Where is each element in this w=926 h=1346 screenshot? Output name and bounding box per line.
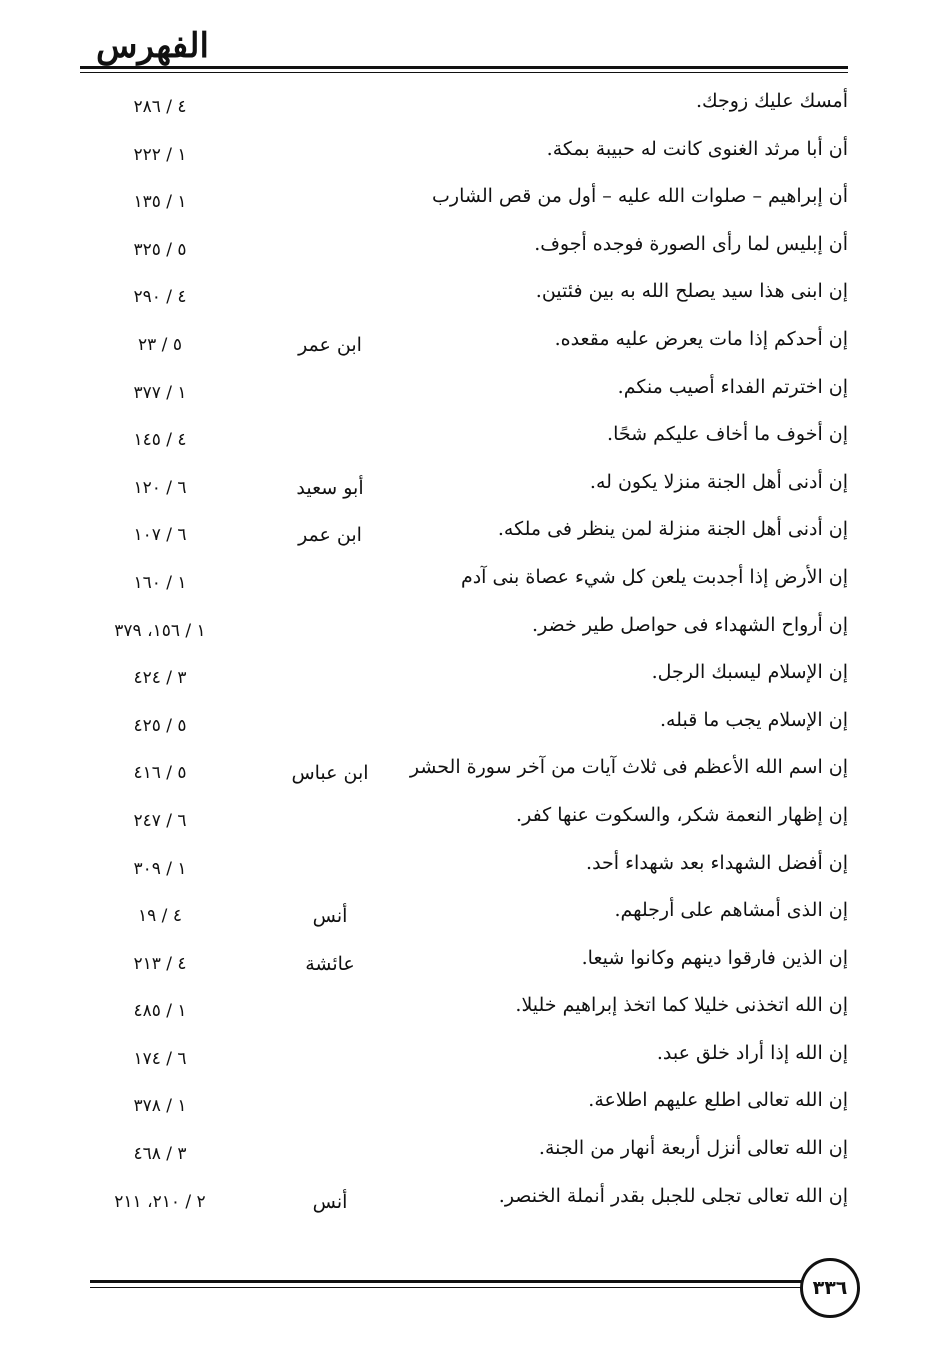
entry-reference: ٦ / ١٧٤ — [133, 1048, 187, 1069]
entry-narrator: أنس — [312, 1190, 348, 1213]
list-item — [80, 840, 848, 888]
list-item — [80, 935, 848, 983]
entry-reference: ٣ / ٤٦٨ — [133, 1144, 187, 1165]
entry-reference: ٤ / ٢٨٦ — [133, 97, 187, 117]
entry-narrator: عائشة — [305, 952, 355, 975]
entry-text: أن إبليس لما رأى الصورة فوجده أجوف. — [534, 232, 848, 255]
entry-reference: ١ / ٢٢٢ — [133, 144, 187, 165]
index-list — [80, 78, 848, 1220]
entry-reference: ٥ / ٤١٦ — [133, 763, 187, 784]
entry-text: إن أدنى أهل الجنة منزلة لمن ينظر فى ملكه. — [497, 518, 848, 541]
entry-text: إن أرواح الشهداء فى حواصل طير خضر. — [532, 613, 848, 636]
entry-reference: ٦ / ١٠٧ — [133, 525, 187, 546]
entry-narrator: أنس — [312, 905, 348, 928]
entry-text: إن الإسلام يجب ما قبله. — [659, 708, 848, 731]
entry-reference: ٤ / ٢١٣ — [133, 953, 187, 974]
entry-text: إن ابنى هذا سيد يصلح الله به بين فئتين. — [535, 280, 848, 303]
entry-reference: ١ / ٣٧٧ — [133, 382, 187, 403]
entry-narrator: ابن عمر — [298, 333, 362, 356]
entry-reference: ١ / ١٦٠ — [133, 572, 187, 593]
entry-text: أن إبراهيم – صلوات الله عليه – أول من قص الشارب — [432, 185, 848, 208]
entry-reference: ١ / ٤٨٥ — [133, 1001, 187, 1022]
entry-text: إن أخوف ما أخاف عليكم شحًا. — [607, 423, 848, 446]
entry-reference: ٤ / ١٩ — [138, 906, 182, 927]
entry-text: إن اخترتم الفداء أصيب منكم. — [617, 375, 848, 398]
entry-text: إن الأرض إذا أجدبت يلعن كل شيء عصاة بنى آدم — [460, 565, 848, 588]
entry-reference: ٥ / ٤٢٥ — [133, 715, 187, 736]
page-title: الفهرس — [96, 26, 209, 66]
entry-text: إن أحدكم إذا مات يعرض عليه مقعده. — [554, 327, 848, 350]
entry-text: أمسك عليك زوجك. — [695, 90, 848, 112]
list-item — [80, 1030, 848, 1078]
list-item — [80, 268, 848, 316]
list-item — [80, 411, 848, 459]
list-item — [80, 126, 848, 174]
header-rule-top — [80, 66, 848, 69]
list-item — [80, 1173, 848, 1221]
entry-text: أن أبا مرثد الغنوى كانت له حبيبة بمكة. — [546, 137, 848, 160]
list-item — [80, 982, 848, 1030]
entry-reference: ٣ / ٤٢٤ — [133, 668, 187, 689]
list-item — [80, 1077, 848, 1125]
entry-reference: ٥ / ٢٣ — [138, 334, 182, 355]
list-item — [80, 173, 848, 221]
entry-text: إن الذين فارقوا دينهم وكانوا شيعا. — [581, 946, 848, 969]
entry-text: إن الله اتخذنى خليلا كما اتخذ إبراهيم خليلا. — [515, 994, 848, 1017]
list-item — [80, 221, 848, 269]
entry-reference: ٦ / ٢٤٧ — [133, 810, 187, 831]
entry-text: إن الذى أمشاهم على أرجلهم. — [614, 899, 848, 922]
page-number: ٣٣٦ — [800, 1258, 860, 1318]
header-rule-bottom — [80, 72, 848, 73]
list-item — [80, 459, 848, 507]
entry-reference: ١ / ٣٠٩ — [133, 858, 187, 879]
list-item — [80, 316, 848, 364]
entry-text: إن الله إذا أراد خلق عبد. — [656, 1041, 848, 1064]
entry-reference: ٥ / ٣٢٥ — [133, 239, 187, 260]
entry-text: إن أدنى أهل الجنة منزلا يكون له. — [589, 470, 848, 493]
entry-reference: ٤ / ٢٩٠ — [133, 287, 187, 308]
entry-reference: ٤ / ١٤٥ — [133, 430, 187, 451]
entry-text: إن الإسلام ليسبك الرجل. — [651, 661, 848, 684]
list-item — [80, 506, 848, 554]
entry-text: إن الله تعالى تجلى للجبل بقدر أنملة الخنصر. — [498, 1184, 848, 1207]
list-item — [80, 744, 848, 792]
list-item — [80, 1125, 848, 1173]
list-item — [80, 554, 848, 602]
footer-rule-top — [90, 1280, 802, 1283]
entry-reference: ٢ / ٢١٠، ٢١١ — [114, 1191, 206, 1212]
entry-text: إن اسم الله الأعظم فى ثلاث آيات من آخر سورة الحشر — [409, 756, 848, 779]
list-item — [80, 364, 848, 412]
list-item — [80, 649, 848, 697]
entry-reference: ١ / ١٣٥ — [133, 192, 187, 213]
list-item — [80, 792, 848, 840]
list-item — [80, 887, 848, 935]
entry-reference: ١ / ١٥٦، ٣٧٩ — [114, 620, 206, 641]
entry-narrator: ابن عمر — [298, 524, 362, 547]
list-item — [80, 697, 848, 745]
entry-text: إن إظهار النعمة شكر، والسكوت عنها كفر. — [516, 803, 848, 826]
entry-text: إن الله تعالى اطلع عليهم اطلاعة. — [588, 1089, 848, 1112]
footer-rule-bottom — [90, 1287, 802, 1288]
list-item — [80, 602, 848, 650]
entry-narrator: ابن عباس — [291, 762, 369, 785]
entry-narrator: أبو سعيد — [296, 476, 364, 499]
entry-reference: ١ / ٣٧٨ — [133, 1096, 187, 1117]
entry-reference: ٦ / ١٢٠ — [133, 477, 187, 498]
list-item — [80, 78, 848, 126]
entry-text: إن الله تعالى أنزل أربعة أنهار من الجنة. — [538, 1137, 848, 1160]
entry-text: إن أفضل الشهداء بعد شهداء أحد. — [586, 851, 848, 874]
